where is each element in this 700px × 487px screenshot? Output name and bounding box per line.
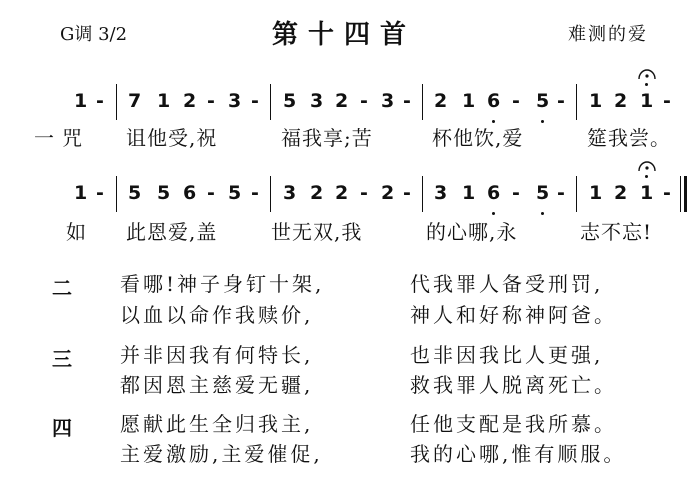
- bar-line: [576, 84, 577, 120]
- note: 2: [335, 90, 349, 112]
- note: 1: [74, 182, 88, 204]
- note: 1: [640, 182, 654, 204]
- verse-line: 也非因我比人更强,: [410, 343, 604, 367]
- bar-line: [576, 176, 577, 212]
- note: 5: [228, 182, 242, 204]
- note: 1: [589, 182, 603, 204]
- note: -: [403, 90, 411, 112]
- note: 7: [128, 90, 142, 112]
- note: 3: [310, 90, 324, 112]
- lyric: 筵我尝。: [587, 126, 671, 150]
- verse-line: 神人和好称神阿爸。: [410, 303, 617, 327]
- bar-line: [270, 176, 271, 212]
- lower-octave-dot: [492, 212, 495, 215]
- lower-octave-dot: [492, 120, 495, 123]
- note: 1: [462, 182, 476, 204]
- verse-number: 四: [52, 416, 72, 440]
- lyric: 此恩爱,盖: [126, 220, 218, 244]
- lyric: 志不忘!: [580, 220, 653, 244]
- verse-line: 并非因我有何特长,: [120, 343, 314, 367]
- verse-line: 看哪!神子身钉十架,: [120, 272, 325, 296]
- note: 5: [536, 182, 550, 204]
- bar-line: [422, 84, 423, 120]
- music-line-2: [0, 182, 700, 222]
- lower-octave-dot: [541, 120, 544, 123]
- note: 5: [536, 90, 550, 112]
- note: 3: [283, 182, 297, 204]
- note: -: [207, 182, 215, 204]
- lyric: 如: [66, 220, 87, 244]
- note: 1: [589, 90, 603, 112]
- lyric: 的心哪,永: [426, 220, 518, 244]
- note: 2: [614, 182, 628, 204]
- key-signature: G调 3/2: [60, 24, 128, 45]
- note: 2: [335, 182, 349, 204]
- note: -: [512, 90, 520, 112]
- note: 1: [157, 90, 171, 112]
- note: 5: [128, 182, 142, 204]
- bar-line: [116, 176, 117, 212]
- note: -: [557, 90, 565, 112]
- note: 3: [434, 182, 448, 204]
- final-bar-line: [680, 176, 681, 212]
- note: 1: [462, 90, 476, 112]
- note: -: [663, 90, 671, 112]
- note: -: [360, 182, 368, 204]
- bar-line: [116, 84, 117, 120]
- final-bar-line-thick: [684, 176, 687, 212]
- note: -: [96, 182, 104, 204]
- note: 5: [157, 182, 171, 204]
- note: 2: [614, 90, 628, 112]
- lyric: 福我享;苦: [281, 126, 373, 150]
- note: -: [663, 182, 671, 204]
- note: 1: [640, 90, 654, 112]
- lyric: 世无双,我: [271, 220, 363, 244]
- verse-line: 以血以命作我赎价,: [120, 303, 314, 327]
- fermata-icon: [638, 68, 656, 80]
- verse-line: 救我罪人脱离死亡。: [410, 373, 617, 397]
- note: -: [96, 90, 104, 112]
- lyric: 杯他饮,爱: [432, 126, 524, 150]
- note: 6: [183, 182, 197, 204]
- verse-line: 我的心哪,惟有顺服。: [410, 442, 627, 466]
- verse-line: 都因恩主慈爱无疆,: [120, 373, 314, 397]
- bar-line: [422, 176, 423, 212]
- music-line-1: [0, 90, 700, 130]
- verse-line: 主爱激励,主爱催促,: [120, 442, 323, 466]
- lyric: 一: [34, 126, 55, 150]
- note: 6: [487, 90, 501, 112]
- fermata-icon: [638, 160, 656, 172]
- note: 3: [228, 90, 242, 112]
- verse-line: 代我罪人备受刑罚,: [410, 272, 604, 296]
- verse-number: 三: [52, 347, 72, 371]
- note: 2: [183, 90, 197, 112]
- note: 2: [434, 90, 448, 112]
- note: 1: [74, 90, 88, 112]
- verse-line: 愿献此生全归我主,: [120, 412, 314, 436]
- note: 6: [487, 182, 501, 204]
- verse-number: 二: [52, 276, 72, 300]
- verse-line: 任他支配是我所慕。: [410, 412, 617, 436]
- note: -: [360, 90, 368, 112]
- lyric: 诅他受,祝: [126, 126, 218, 150]
- note: -: [557, 182, 565, 204]
- bar-line: [270, 84, 271, 120]
- note: -: [251, 90, 259, 112]
- lyric: 咒: [62, 126, 83, 150]
- note: -: [403, 182, 411, 204]
- note: -: [512, 182, 520, 204]
- hymn-subtitle: 难测的爱: [568, 24, 648, 45]
- lower-octave-dot: [541, 212, 544, 215]
- note: -: [251, 182, 259, 204]
- upper-octave-dot: [645, 83, 648, 86]
- note: 2: [310, 182, 324, 204]
- note: -: [207, 90, 215, 112]
- hymn-title: 第十四首: [272, 20, 417, 50]
- note: 5: [283, 90, 297, 112]
- upper-octave-dot: [645, 175, 648, 178]
- note: 3: [381, 90, 395, 112]
- note: 2: [381, 182, 395, 204]
